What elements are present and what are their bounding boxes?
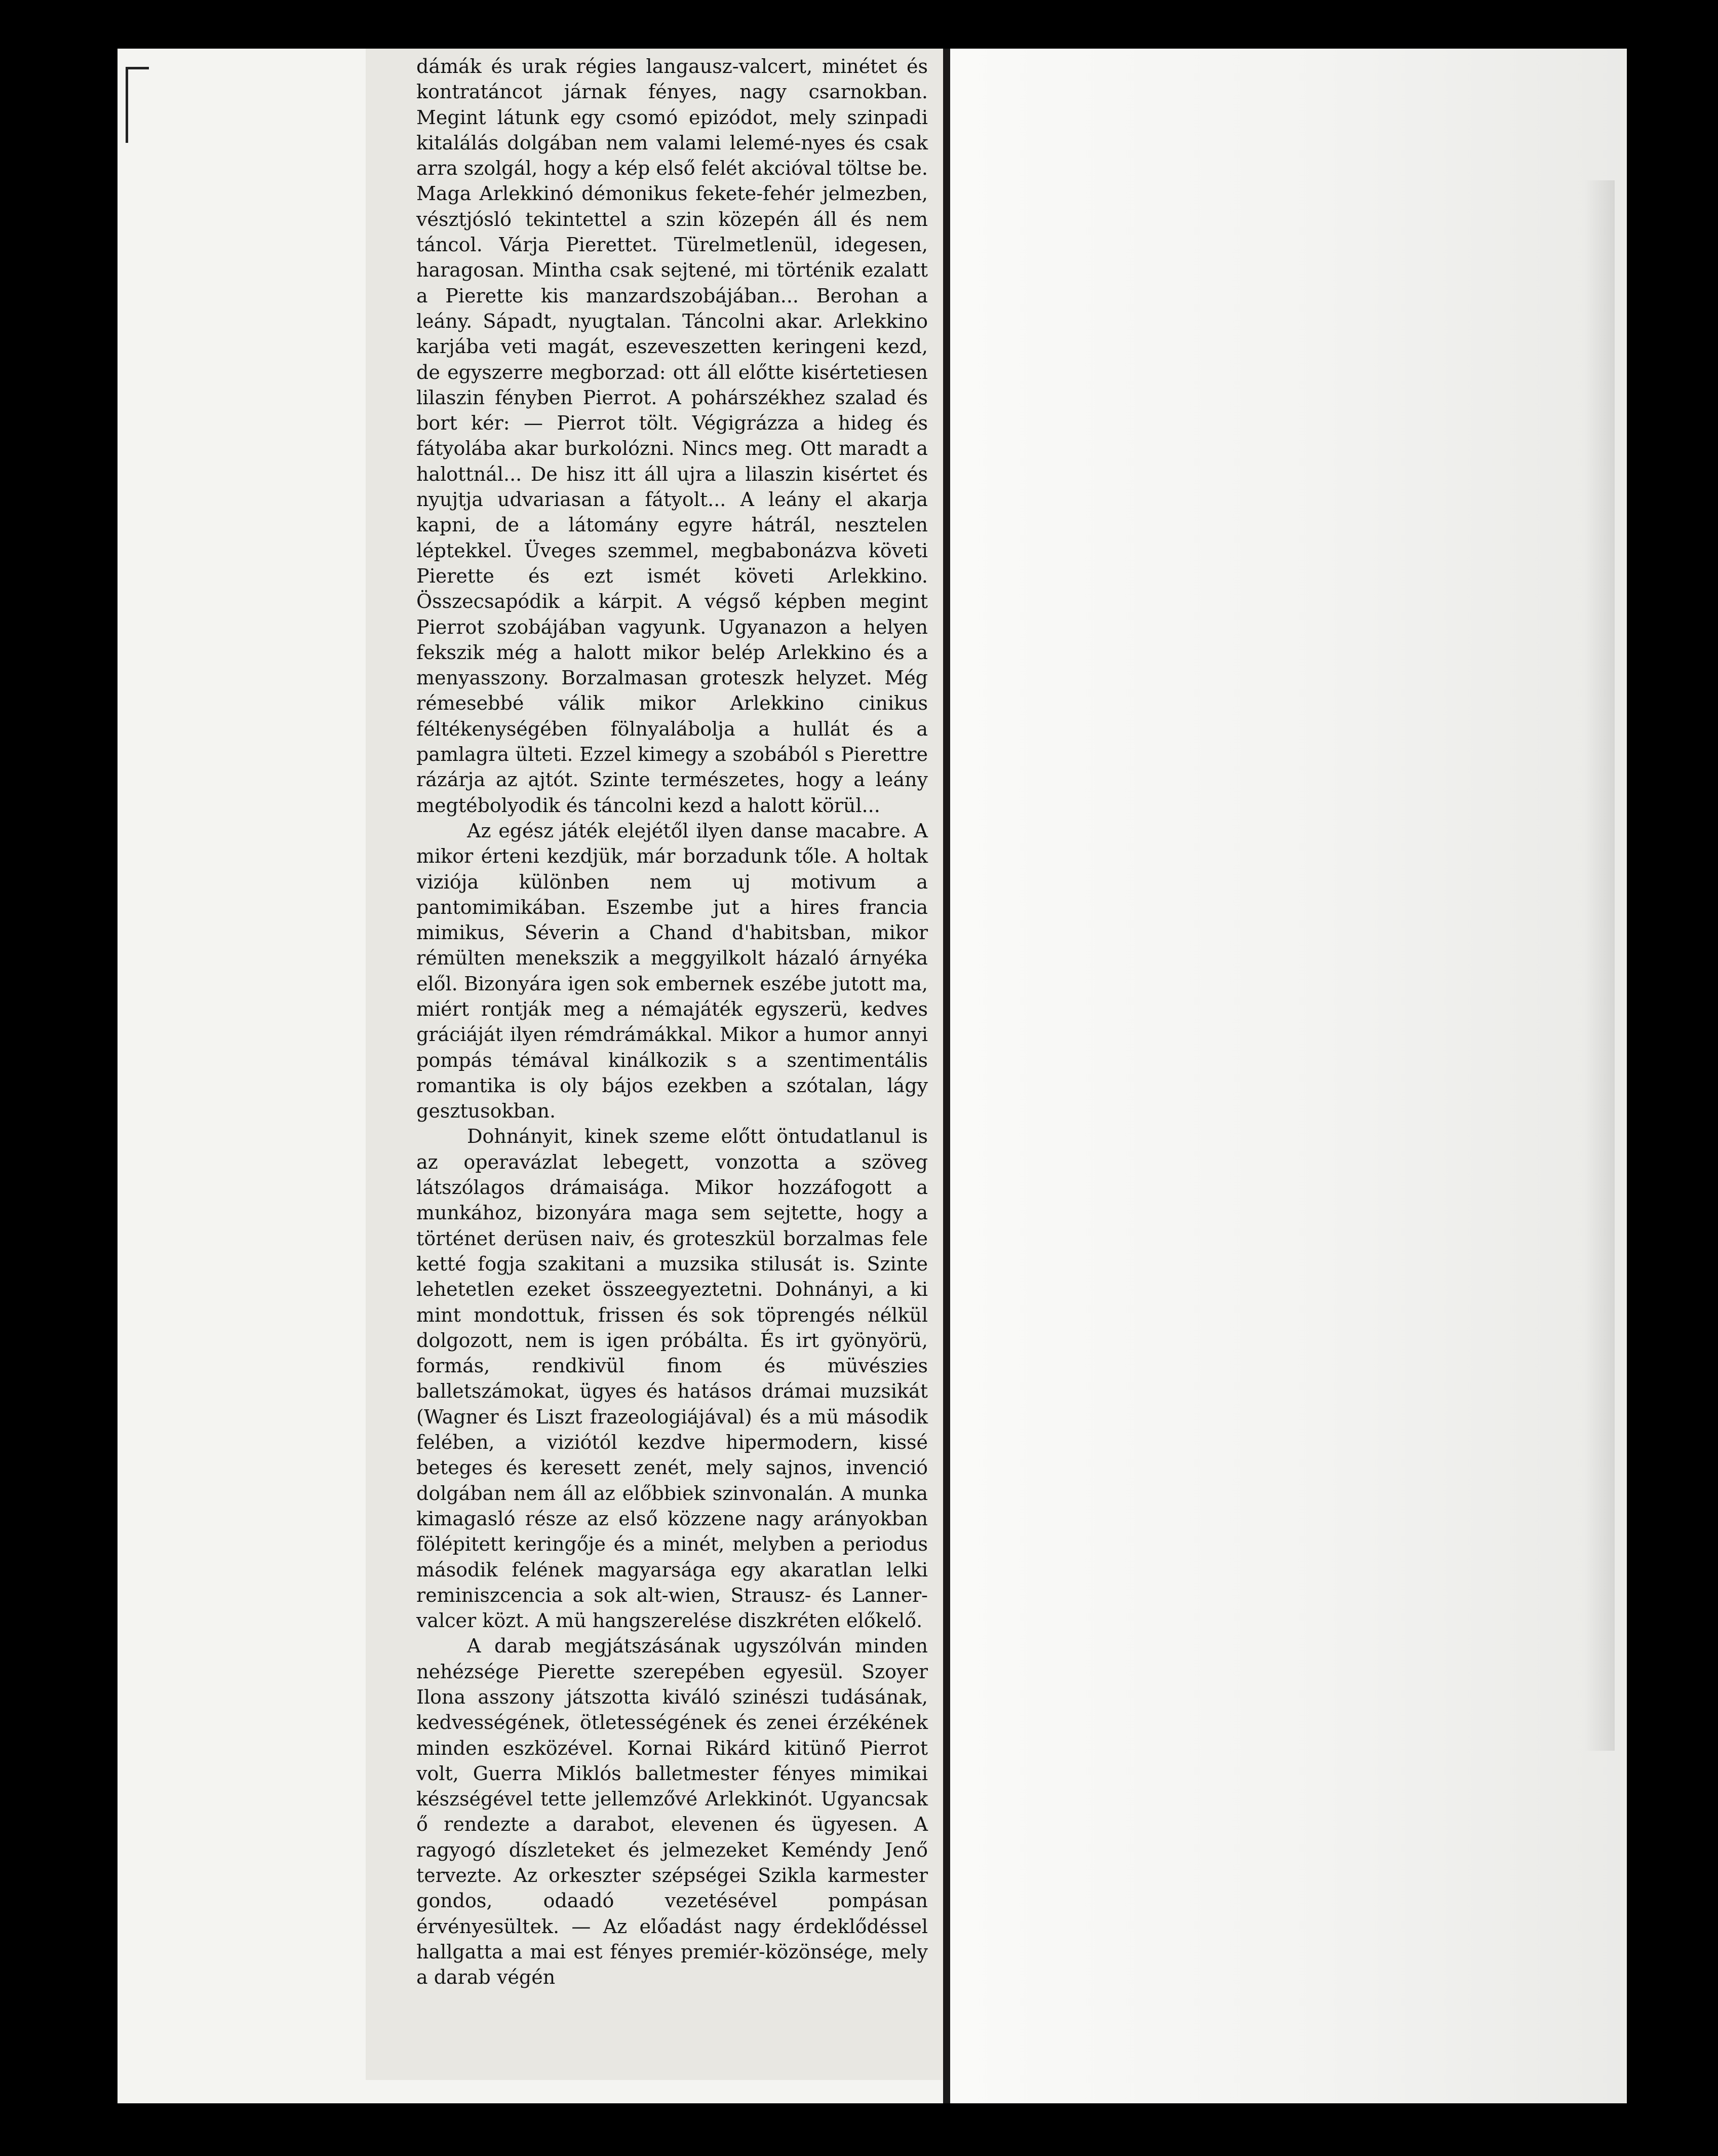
paragraph-3: Dohnányit, kinek szeme előtt öntudatlanul is az operavázlat lebegett, vonzotta a szöveg látszólagos drámaisága. Mikor hozzáfogott a munkához, bizonyára maga sem sejtette, hogy a történet derüsen naiv, és groteszkül borzalmas fele ketté fogja szakitani a muzsika stilusát is. Szinte lehetetlen ezeket összeegyeztetni. Dohnányi, a ki mint mondottuk, frissen és sok töprengés nélkül dolgozott, nem is igen próbálta. És irt gyönyörü, formás, rendkivül finom és müvészies balletszámokat, ügyes és hatásos drámai muzsikát (Wagner és Liszt frazeologiájával) és a mü második felében, a viziótól kezdve hipermodern, kissé beteges és keresett zenét, mely sajnos, invenció dolgában nem áll az előbbiek szinvonalán. A munka kimagasló része az első közzene nagy arányokban fölépitett keringője és a minét, melyben a periodus második felének magyarsága egy akaratlan lelki reminiszcencia a sok alt-wien, Strausz- és Lanner-valcer közt. A mü hangszerelése diszkréten előkelő. [416,1125,928,1632]
page-divider [943,49,950,2103]
blank-page [950,49,1627,2103]
crop-corner-mark [126,67,149,143]
paragraph-4: A darab megjátszásának ugyszólván minden nehézsége Pierette szerepében egyesül. Szoyer Ilona asszony játszotta kiváló szinészi tudásának, kedvességének, ötletességének és zenei érzékének minden eszközével. Kornai Rikárd kitünő Pierrot volt, Guerra Miklós balletmester fényes mimikai készségével tette jellemzővé Arlekkinót. Ugyancsak ő rendezte a darabot, elevenen és ügyesen. A ragyogó díszleteket és jelmezeket Keméndy Jenő tervezte. Az orkeszter szépségei Szikla karmester gondos, odaadó vezetésével pompásan érvényesültek. — Az előadást nagy érdeklődéssel hallgatta a mai est fényes premiér-közönsége, mely a darab végén [416,1635,928,1989]
page-edge-shadow [1584,180,1615,1751]
paragraph-2: Az egész játék elejétől ilyen danse macabre. A mikor érteni kezdjük, már borzadunk tőle. A holtak viziója különben nem uj motivum a pantomimikában. Eszembe jut a hires francia mimikus, Séverin a Chand d'habitsban, mikor rémülten menekszik a meggyilkolt házaló árnyéka elől. Bizonyára igen sok embernek eszébe jutott ma, miért rontják meg a némajáték egyszerü, kedves gráciáját ilyen rémdrámákkal. Mikor a humor annyi pompás témával kinálkozik s a szentimentális romantika is oly bájos ezekben a szótalan, lágy gesztusokban. [416,819,928,1123]
paragraph-1: dámák és urak régies langausz-valcert, minétet és kontratáncot járnak fényes, nagy csarnokban. Megint látunk egy csomó epizódot, mely szinpadi kitalálás dolgában nem valami lelemé-nyes és csak arra szolgál, hogy a kép első felét akcióval töltse be. Maga Arlekkinó démonikus fekete-fehér jelmezben, vésztjósló tekintettel a szin közepén áll és nem táncol. Várja Pierettet. Türelmetlenül, idegesen, haragosan. Mintha csak sejtené, mi történik ezalatt a Pierette kis manzardszobájában... Berohan a leány. Sápadt, nyugtalan. Táncolni akar. Arlekkino karjába veti magát, eszeveszetten keringeni kezd, de egyszerre megborzad: ott áll előtte kisértetiesen lilaszin fényben Pierrot. A pohárszékhez szalad és bort kér: — Pierrot tölt. Végigrázza a hideg és fátyolába akar burkolózni. Nincs meg. Ott maradt a halottnál... De hisz itt áll ujra a lilaszin kisértet és nyujtja udvariasan a fátyolt... A leány el akarja kapni, de a látomány egyre hátrál, nesztelen léptekkel. Üveges szemmel, megbabonázva követi Pierette és ezt ismét követi Arlekkino. Összecsapódik a kárpit. A végső képben megint Pierrot szobájában vagyunk. Ugyanazon a helyen fekszik még a halott mikor belép Arlekkino és a menyasszony. Borzalmasan groteszk helyzet. Még rémesebbé válik mikor Arlekkino cinikus féltékenységében fölnyalábolja a hullát és a pamlagra ülteti. Ezzel kimegy a szobából s Pierettre rázárja az ajtót. Szinte természetes, hogy a leány megtébolyodik és táncolni kezd a halott körül... [416,55,928,817]
article-column [416,54,928,1990]
scan-frame [118,49,1627,2103]
